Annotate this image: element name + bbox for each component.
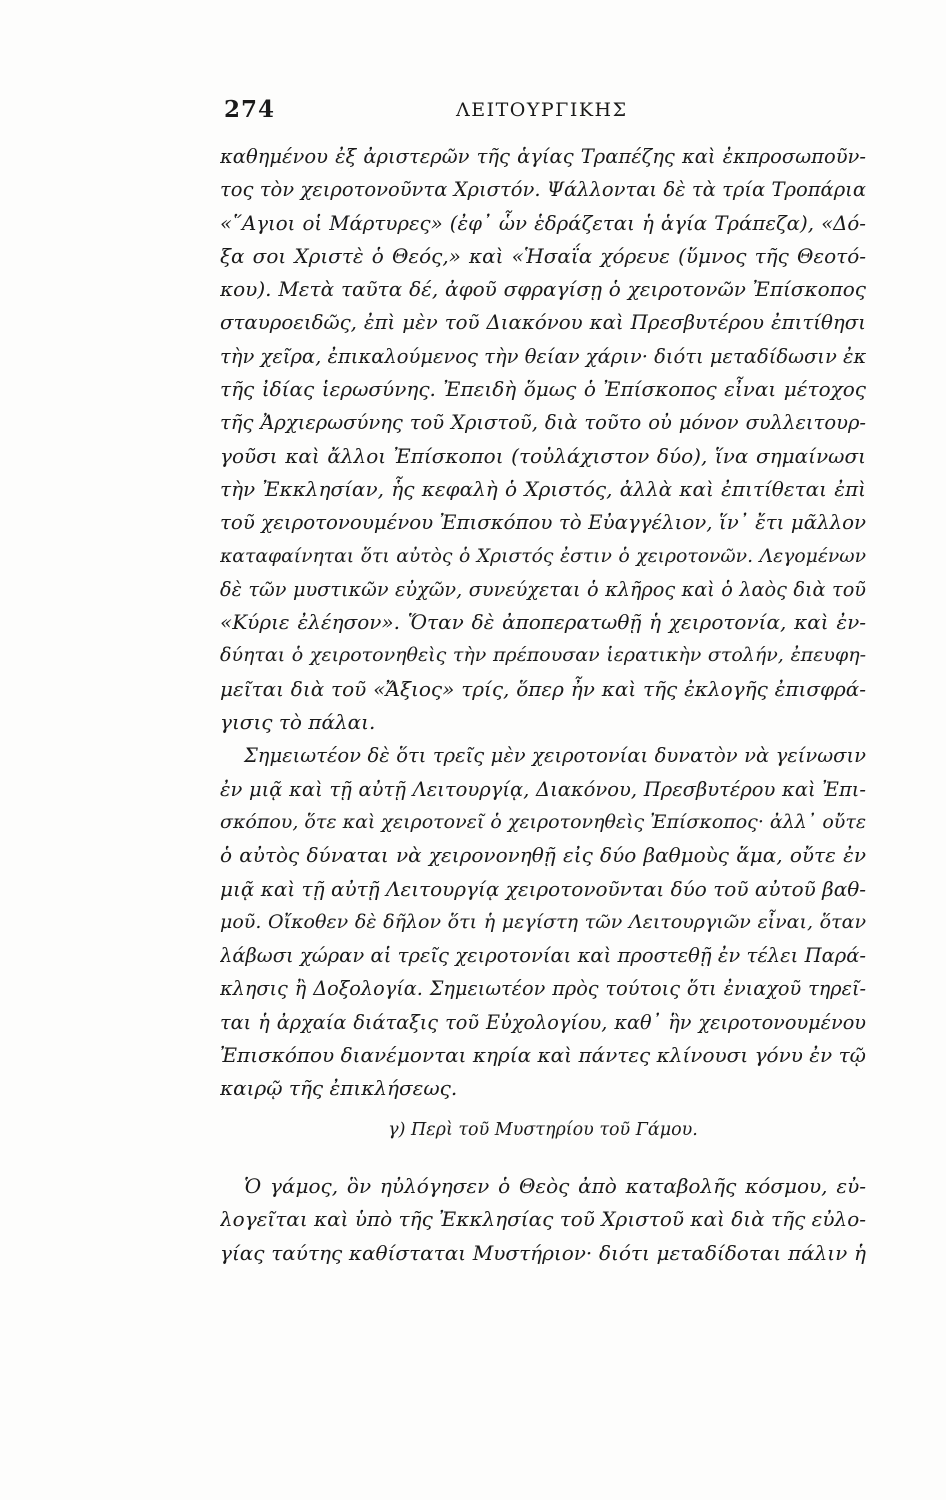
text-line: δύηται ὁ χειροτονηθεὶς τὴν πρέπουσαν ἱερατικὴν στολήν, ἐπευφη- — [220, 644, 866, 667]
text-line: ἐν μιᾷ καὶ τῇ αὐτῇ Λειτουργίᾳ, Διακόνου, Πρεσβυτέρου καὶ Ἐπι- — [220, 777, 866, 801]
text-line: γίας ταύτης καθίσταται Μυστήριον· διότι μεταδίδοται πάλιν ἡ — [220, 1240, 866, 1265]
running-title: ΛΕΙΤΟΥΡΓΙΚΗΣ — [456, 99, 628, 121]
text-line: καθημένου ἐξ ἀριστερῶν τῆς ἁγίας Τραπέζης καὶ ἐκπροσωποῦν- — [220, 145, 866, 168]
text-line: τῆς Ἀρχιερωσύνης τοῦ Χριστοῦ, διὰ τοῦτο οὐ μόνον συλλειτουρ- — [220, 411, 866, 435]
page-number: 274 — [224, 96, 276, 123]
text-line: κλησις ἢ Δοξολογία. Σημειωτέον πρὸς τούτοις ὅτι ἐνιαχοῦ τηρεῖ- — [220, 977, 866, 1001]
section-paragraph — [220, 1170, 866, 1270]
text-line: γοῦσι καὶ ἄλλοι Ἐπίσκοποι (τοὐλάχιστον δύο), ἵνα σημαίνωσι — [220, 443, 866, 468]
page-header — [220, 96, 866, 130]
text-line: τος τὸν χειροτονοῦντα Χριστόν. Ψάλλονται δὲ τὰ τρία Τροπάρια — [220, 178, 866, 202]
text-line: τῆς ἰδίας ἱερωσύνης. Ἐπειδὴ ὅμως ὁ Ἐπίσκοπος εἶναι μέτοχος — [220, 377, 866, 402]
text-line: ξα σοι Χριστὲ ὁ Θεός,» καὶ «Ἡσαΐα χόρευε (ὕμνος τῆς Θεοτό- — [220, 243, 866, 268]
text-line: Σημειωτέον δὲ ὅτι τρεῖς μὲν χειροτονίαι δυνατὸν νὰ γείνωσιν — [244, 744, 866, 768]
text-line: μεῖται διὰ τοῦ «Ἄξιος» τρίς, ὅπερ ἦν καὶ τῆς ἐκλογῆς ἐπισφρά- — [220, 676, 866, 701]
text-line: τὴν χεῖρα, ἐπικαλούμενος τὴν θείαν χάριν· διότι μεταδίδωσιν ἐκ — [220, 344, 866, 368]
text-line: ὁ αὐτὸς δύναται νὰ χειρονονηθῇ εἰς δύο βαθμοὺς ἅμα, οὔτε ἐν — [220, 843, 866, 868]
text-line: σταυροειδῶς, ἐπὶ μὲν τοῦ Διακόνου καὶ Πρεσβυτέρου ἐπιτίθησι — [220, 311, 866, 335]
text-line: καιρῷ τῆς ἐπικλήσεως. — [220, 1076, 458, 1101]
text-line: σκόπου, ὅτε καὶ χειροτονεῖ ὁ χειροτονηθεὶς Ἐπίσκοπος· ἀλλ᾿ οὔτε — [220, 810, 866, 833]
text-line: μοῦ. Οἴκοθεν δὲ δῆλον ὅτι ἡ μεγίστη τῶν Λειτουργιῶν εἶναι, ὅταν — [220, 910, 866, 933]
text-line: ται ἡ ἀρχαία διάταξις τοῦ Εὐχολογίου, καθ᾿ ἣν χειροτονουμένου — [220, 1010, 866, 1034]
text-line: «Κύριε ἐλέησον». Ὅταν δὲ ἀποπερατωθῇ ἡ χειροτονία, καὶ ἐν- — [220, 610, 866, 635]
text-line: τοῦ χειροτονουμένου Ἐπισκόπου τὸ Εὐαγγέλιον, ἵν᾿ ἔτι μᾶλλον — [220, 511, 866, 535]
text-line: λογεῖται καὶ ὑπὸ τῆς Ἐκκλησίας τοῦ Χριστοῦ καὶ διὰ τῆς εὐλο- — [220, 1207, 866, 1232]
text-line: Ὁ γάμος, ὃν ηὐλόγησεν ὁ Θεὸς ἀπὸ καταβολῆς κόσμου, εὐ- — [244, 1174, 866, 1198]
main-text — [220, 140, 866, 1106]
text-line: γισις τὸ πάλαι. — [220, 710, 376, 735]
section-heading: γ) Περὶ τοῦ Μυστηρίου τοῦ Γάμου. — [388, 1120, 698, 1140]
paragraph-1 — [220, 140, 866, 739]
text-line: τὴν Ἐκκλησίαν, ἧς κεφαλὴ ὁ Χριστός, ἀλλὰ καὶ ἐπιτίθεται ἐπὶ — [220, 476, 866, 501]
paragraph-2 — [220, 739, 866, 1105]
text-line: Ἐπισκόπου διανέμονται κηρία καὶ πάντες κλίνουσι γόνυ ἐν τῷ — [220, 1043, 866, 1068]
text-line: λάβωσι χώραν αἱ τρεῖς χειροτονίαι καὶ προστεθῇ ἐν τέλει Παρά- — [220, 944, 866, 968]
text-line: καταφαίνηται ὅτι αὐτὸς ὁ Χριστός ἐστιν ὁ χειροτονῶν. Λεγομένων — [220, 545, 866, 567]
text-line: δὲ τῶν μυστικῶν εὐχῶν, συνεύχεται ὁ κλῆρος καὶ ὁ λαὸς διὰ τοῦ — [220, 577, 866, 601]
text-line: «῞Αγιοι οἱ Μάρτυρες» (ἐφ᾿ ὧν ἑδράζεται ἡ ἁγία Τράπεζα), «Δό- — [220, 211, 866, 235]
text-line: κου). Μετὰ ταῦτα δέ, ἀφοῦ σφραγίσῃ ὁ χειροτονῶν Ἐπίσκοπος — [220, 277, 866, 302]
text-line: μιᾷ καὶ τῇ αὐτῇ Λειτουργίᾳ χειροτονοῦνται δύο τοῦ αὐτοῦ βαθ- — [220, 876, 866, 901]
